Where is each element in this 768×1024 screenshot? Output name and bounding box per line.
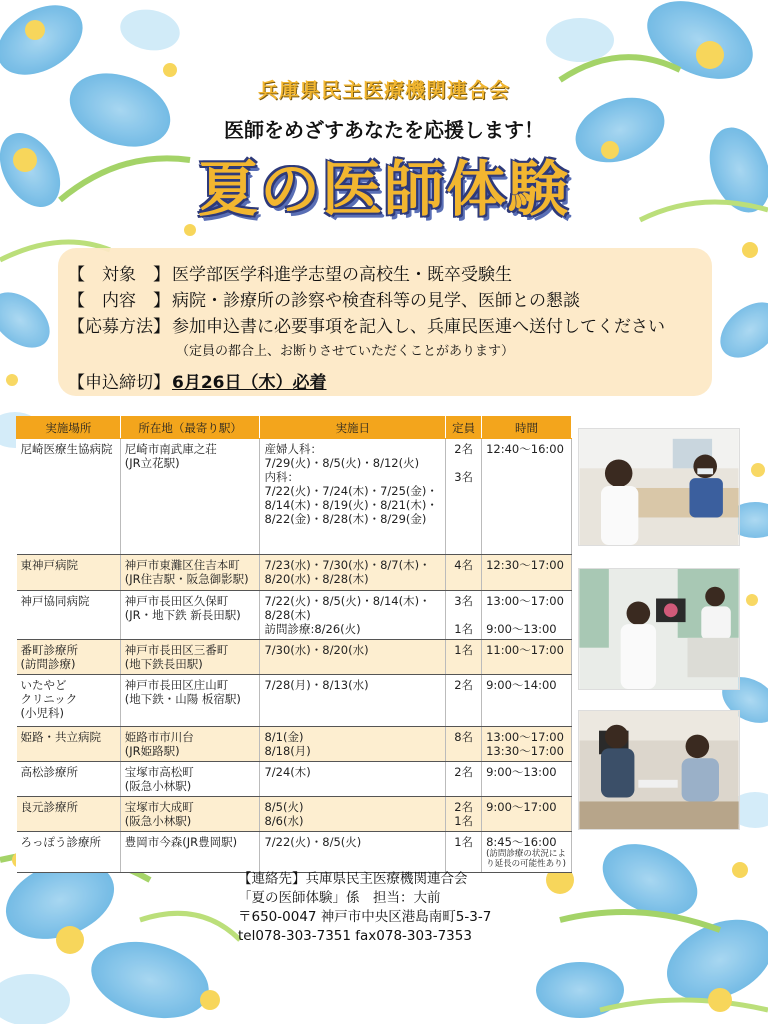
cell-dates [260,439,446,555]
cell-place [17,797,121,832]
table-row [17,591,572,640]
cell-place [17,439,121,555]
cell-dates [260,762,446,797]
cell-place-text: ろっぽう診療所 [20,835,101,849]
cell-time [482,797,572,832]
cell-place-text: 高松診療所 [20,765,78,779]
page-title: 夏の医師体験 [198,155,570,225]
table-row [17,555,572,591]
cell-dates-text: 8/5(火) 8/6(水) [264,800,304,828]
cell-address-text: 姫路市市川台 (JR姫路駅) [124,730,194,758]
cell-time-text: 11:00～17:00 [486,643,564,657]
cell-time-text: 8:45～16:00 [486,835,557,849]
info-apply-value: 参加申込書に必要事項を記入し、兵庫民医連へ送付してください [172,317,665,337]
cell-address-text: 神戸市長田区三番町 (地下鉄長田駅) [124,643,229,671]
cell-time-text: 13:00～17:00 9:00～13:00 [486,594,564,636]
cell-capacity-text: 3名 1名 [454,594,474,636]
cell-time-text: 12:30～17:00 [486,558,564,572]
cell-place-text: 尼崎医療生協病院 [20,442,113,456]
cell-dates-text: 8/1(金) 8/18(月) [264,730,311,758]
cell-address [120,439,260,555]
cell-address [120,640,260,675]
cell-address-text: 宝塚市大成町 (阪急小林駅) [124,800,194,828]
info-target [68,260,512,285]
table-row [17,832,572,873]
table-header: 時間 [482,417,572,439]
cell-place-text: 東神戸病院 [20,558,78,572]
cell-dates-text: 7/24(木) [264,765,311,779]
cell-dates-text: 7/23(水)・7/30(水)・8/7(木)・ 8/20(水)・8/28(木) [264,558,431,586]
info-target-value: 医学部医学科進学志望の高校生・既卒受験生 [172,265,512,285]
cell-capacity-text: 8名 [454,730,474,744]
cell-capacity [446,832,482,873]
cell-place [17,675,121,727]
cell-capacity [446,727,482,762]
cell-address-text: 神戸市長田区久保町 (JR・地下鉄 新長田駅) [124,594,241,622]
info-box [58,248,712,396]
cell-address-text: 豊岡市今森(JR豊岡駅) [124,835,238,849]
cell-place-text: 番町診療所 (訪問診療) [20,643,78,671]
cell-address [120,797,260,832]
cell-dates-text: 7/30(水)・8/20(水) [264,643,369,657]
cell-capacity-text: 1名 [454,643,474,657]
info-note: （定員の都合上、お断りさせていただくことがあります） [176,344,515,359]
contact-address: 〒650-0047 神戸市中央区港島南町5-3-7 [238,909,492,925]
table-header: 実施日 [260,417,446,439]
cell-capacity-text: 2名 [454,765,474,779]
info-deadline [68,368,327,393]
table-header: 定員 [446,417,482,439]
subtitle: 医師をめざすあなたを応援します！ [224,118,544,142]
cell-address [120,762,260,797]
cell-place [17,727,121,762]
cell-place [17,762,121,797]
cell-capacity [446,762,482,797]
photo-examination [578,568,740,690]
cell-capacity [446,591,482,640]
table-header: 所在地（最寄り駅） [120,417,260,439]
table-row [17,675,572,727]
cell-capacity [446,675,482,727]
cell-time [482,832,572,873]
cell-address-text: 神戸市長田区庄山町 (地下鉄・山陽 板宿駅) [124,678,241,706]
cell-time [482,439,572,555]
photo-ultrasound [578,710,740,830]
cell-time [482,762,572,797]
cell-dates [260,555,446,591]
cell-dates [260,832,446,873]
info-apply-label: 【応募方法】 [68,317,170,337]
cell-address [120,591,260,640]
cell-dates-text: 7/22(火)・8/5(火)・8/14(木)・ 8/28(木) 訪問診療:8/26(火) [264,594,431,636]
cell-dates [260,640,446,675]
cell-place [17,832,121,873]
contact-line: 「夏の医師体験」係 担当：大前 [238,890,441,906]
cell-place [17,640,121,675]
contact-phone: tel078-303-7351 fax078-303-7353 [238,928,472,944]
cell-time [482,727,572,762]
table-row [17,439,572,555]
photo-consultation [578,428,740,546]
cell-time-text: 13:00～17:00 13:30～17:00 [486,730,564,758]
cell-address [120,727,260,762]
cell-dates [260,797,446,832]
cell-dates [260,591,446,640]
cell-address [120,832,260,873]
table-header-row [17,417,572,439]
cell-time [482,675,572,727]
cell-place [17,555,121,591]
cell-place-text: 姫路・共立病院 [20,730,101,744]
info-content-label: 【 内容 】 [68,291,170,311]
cell-address-text: 尼崎市南武庫之荘 (JR立花駅) [124,442,217,470]
cell-capacity [446,555,482,591]
table-header: 実施場所 [17,417,121,439]
cell-capacity [446,439,482,555]
table-body [17,439,572,873]
info-deadline-label: 【申込締切】 [68,373,170,393]
table-row [17,797,572,832]
contact-info [238,870,491,946]
cell-address-text: 宝塚市高松町 (阪急小林駅) [124,765,194,793]
cell-dates [260,675,446,727]
cell-address-text: 神戸市東灘区住吉本町 (JR住吉駅・阪急御影駅) [124,558,249,586]
cell-dates [260,727,446,762]
cell-dates-text: 7/22(火)・8/5(火) [264,835,362,849]
table-row [17,727,572,762]
cell-capacity-text: 4名 [454,558,474,572]
cell-place-text: 神戸協同病院 [20,594,90,608]
table-row [17,640,572,675]
contact-line: 【連絡先】兵庫県民主医療機関連合会 [238,871,468,887]
cell-dates-text: 7/28(月)・8/13(水) [264,678,369,692]
info-content-value: 病院・診療所の診察や検査科等の見学、医師との懇談 [172,291,580,311]
org-title: 兵庫県民主医療機関連合会 [258,78,510,102]
cell-capacity [446,797,482,832]
cell-capacity-text: 1名 [454,835,474,849]
cell-time [482,555,572,591]
cell-address [120,555,260,591]
cell-time-note: (訪問診療の状況により延長の可能性あり) [486,849,566,869]
cell-time-text: 9:00～13:00 [486,765,557,779]
cell-time [482,640,572,675]
cell-time-text: 9:00～14:00 [486,678,557,692]
cell-time-text: 9:00～17:00 [486,800,557,814]
cell-capacity-text: 2名 1名 [454,800,474,828]
cell-place-text: 良元診療所 [20,800,78,814]
cell-dates-text: 産婦人科： 7/29(火)・8/5(火)・8/12(火) 内科： 7/22(火)・7/24(木)・7/25(金)・ 8/14(木)・8/19(火)・8/21(木)・ 8/22(金)・8/28(木)・8/29(金) [264,442,438,526]
cell-time-text: 12:40～16:00 [486,442,564,456]
schedule-table [16,416,572,873]
cell-capacity-text: 2名 3名 [454,442,474,484]
cell-place-text: いたやど クリニック (小児科) [20,678,78,720]
cell-time [482,591,572,640]
info-content [68,286,580,311]
info-apply [68,312,665,337]
cell-address [120,675,260,727]
cell-place [17,591,121,640]
cell-capacity [446,640,482,675]
info-deadline-value: 6月26日（木）必着 [172,373,327,393]
cell-capacity-text: 2名 [454,678,474,692]
table-row [17,762,572,797]
info-target-label: 【 対象 】 [68,265,170,285]
